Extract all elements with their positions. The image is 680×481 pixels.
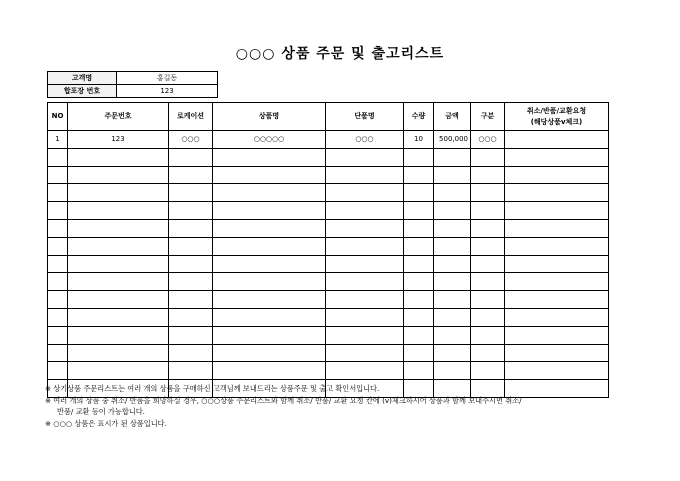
column-header: 수량 (404, 103, 434, 131)
table-cell (326, 326, 404, 344)
table-cell (48, 344, 68, 362)
table-cell (48, 362, 68, 380)
table-cell (404, 219, 434, 237)
table-row (48, 291, 609, 309)
table-cell (169, 237, 213, 255)
table-cell (471, 308, 505, 326)
table-cell (404, 344, 434, 362)
table-cell (404, 326, 434, 344)
table-cell (326, 166, 404, 184)
page-title: ○○○ 상품 주문 및 출고리스트 (235, 46, 445, 62)
table-cell (404, 291, 434, 309)
info-row (48, 72, 218, 85)
table-cell (68, 273, 169, 291)
table-row (48, 131, 609, 149)
table-cell (68, 166, 169, 184)
table-row (48, 148, 609, 166)
table-cell (213, 362, 326, 380)
table-cell (471, 237, 505, 255)
note-line: ※ 상기상품 주문리스트는 여러 개의 상품을 구매하신 고객님께 보내드리는 상품주문 및 출고 확인서입니다. (45, 384, 380, 393)
column-header: 취소/반품/교환요청 (해당상품v체크) (505, 103, 609, 131)
table-cell (326, 362, 404, 380)
table-cell (404, 255, 434, 273)
note-line: ※ 여러 개의 상품 중 취소/ 반품을 희망하실 경우, ○○○상품 주문리스트와 함께 취소/ 반품/ 교환 요청 칸에 (v)체크하시어 상품과 함께 보내주시면 취소/ (45, 395, 522, 405)
table-cell (404, 166, 434, 184)
table-cell (434, 237, 471, 255)
table-cell[interactable] (505, 148, 609, 166)
table-cell (434, 344, 471, 362)
table-cell[interactable] (505, 166, 609, 184)
table-cell[interactable] (505, 308, 609, 326)
table-row (48, 344, 609, 362)
table-cell (471, 344, 505, 362)
column-header: NO (48, 103, 68, 131)
table-header-row (48, 103, 609, 131)
table-row (48, 202, 609, 220)
customer-name-value: 홍길동 (117, 72, 218, 85)
package-number-value: 123 (117, 85, 218, 98)
table-cell (213, 202, 326, 220)
table-cell (68, 219, 169, 237)
table-cell (404, 202, 434, 220)
table-cell[interactable] (505, 184, 609, 202)
table-cell (213, 237, 326, 255)
table-cell (326, 184, 404, 202)
table-cell (48, 291, 68, 309)
table-cell (434, 255, 471, 273)
table-cell (404, 148, 434, 166)
table-cell (169, 273, 213, 291)
table-cell (326, 219, 404, 237)
table-cell[interactable] (505, 291, 609, 309)
column-header: 구분 (471, 103, 505, 131)
table-cell[interactable] (505, 202, 609, 220)
table-cell (434, 291, 471, 309)
table-row (48, 326, 609, 344)
column-header: 금액 (434, 103, 471, 131)
table-cell: ○○○ (169, 131, 213, 149)
table-cell (434, 202, 471, 220)
table-cell (326, 344, 404, 362)
table-cell (48, 148, 68, 166)
info-row (48, 85, 218, 98)
table-cell (404, 273, 434, 291)
table-cell (326, 237, 404, 255)
table-cell (48, 184, 68, 202)
column-header: 로케이션 (169, 103, 213, 131)
table-cell: 123 (68, 131, 169, 149)
table-cell: 500,000 (434, 131, 471, 149)
table-cell (326, 148, 404, 166)
table-cell (404, 184, 434, 202)
customer-info-table (47, 71, 218, 98)
table-cell (434, 326, 471, 344)
table-cell (68, 255, 169, 273)
note-line: 반품/ 교환 등이 가능합니다. (57, 407, 145, 416)
table-cell (326, 202, 404, 220)
table-cell (434, 184, 471, 202)
table-cell (213, 255, 326, 273)
table-cell (471, 219, 505, 237)
table-cell: ○○○ (471, 131, 505, 149)
table-cell (48, 273, 68, 291)
table-cell (169, 184, 213, 202)
table-cell (48, 237, 68, 255)
table-cell (471, 202, 505, 220)
table-cell (169, 219, 213, 237)
table-cell (169, 308, 213, 326)
table-cell (48, 255, 68, 273)
table-cell (471, 255, 505, 273)
table-cell (169, 148, 213, 166)
table-cell (326, 273, 404, 291)
table-cell (48, 202, 68, 220)
table-cell (169, 291, 213, 309)
table-cell (213, 166, 326, 184)
table-cell (68, 344, 169, 362)
table-cell (213, 184, 326, 202)
table-row (48, 255, 609, 273)
table-cell (48, 219, 68, 237)
table-cell: ○○○ (326, 131, 404, 149)
table-cell[interactable] (505, 237, 609, 255)
table-cell (434, 219, 471, 237)
table-row (48, 237, 609, 255)
table-cell (169, 255, 213, 273)
table-cell (213, 344, 326, 362)
customer-name-label: 고객명 (48, 72, 117, 85)
table-cell (404, 362, 434, 380)
table-cell (471, 184, 505, 202)
table-cell (48, 166, 68, 184)
table-cell: 10 (404, 131, 434, 149)
table-cell (169, 362, 213, 380)
table-cell (68, 202, 169, 220)
table-row (48, 273, 609, 291)
table-cell (434, 308, 471, 326)
column-header: 상품명 (213, 103, 326, 131)
table-cell (471, 273, 505, 291)
table-cell (169, 326, 213, 344)
table-row (48, 184, 609, 202)
table-cell[interactable] (505, 131, 609, 149)
column-header: 단품명 (326, 103, 404, 131)
table-row (48, 219, 609, 237)
table-cell (326, 291, 404, 309)
note-line: ※ ○○○ 상품은 표시가 된 상품입니다. (45, 418, 167, 428)
table-cell (471, 291, 505, 309)
table-cell (68, 362, 169, 380)
table-cell (326, 255, 404, 273)
order-list-table (47, 102, 609, 398)
table-cell (169, 202, 213, 220)
table-cell[interactable] (505, 219, 609, 237)
table-cell (213, 273, 326, 291)
table-cell: ○○○○○ (213, 131, 326, 149)
table-cell: 1 (48, 131, 68, 149)
table-cell (471, 166, 505, 184)
table-cell (471, 362, 505, 380)
table-cell (169, 344, 213, 362)
table-cell (434, 148, 471, 166)
table-cell (213, 219, 326, 237)
table-cell (434, 273, 471, 291)
table-cell[interactable] (505, 255, 609, 273)
table-cell[interactable] (505, 273, 609, 291)
table-cell (213, 291, 326, 309)
table-cell (48, 326, 68, 344)
table-cell (471, 326, 505, 344)
table-row (48, 308, 609, 326)
table-cell (68, 148, 169, 166)
table-cell (404, 308, 434, 326)
table-cell (326, 308, 404, 326)
table-cell (68, 237, 169, 255)
column-header: 주문번호 (68, 103, 169, 131)
table-cell (213, 148, 326, 166)
table-cell (404, 237, 434, 255)
table-cell (48, 308, 68, 326)
table-cell (471, 148, 505, 166)
table-cell (68, 291, 169, 309)
table-cell (434, 362, 471, 380)
table-cell[interactable] (505, 362, 609, 380)
table-cell (213, 308, 326, 326)
table-row (48, 166, 609, 184)
notes-section (45, 383, 645, 429)
table-cell (213, 326, 326, 344)
table-cell (68, 184, 169, 202)
table-cell (434, 166, 471, 184)
table-cell (68, 308, 169, 326)
table-row (48, 362, 609, 380)
package-number-label: 합포장 번호 (48, 85, 117, 98)
table-cell (68, 326, 169, 344)
table-cell[interactable] (505, 326, 609, 344)
table-cell (169, 166, 213, 184)
table-cell[interactable] (505, 344, 609, 362)
